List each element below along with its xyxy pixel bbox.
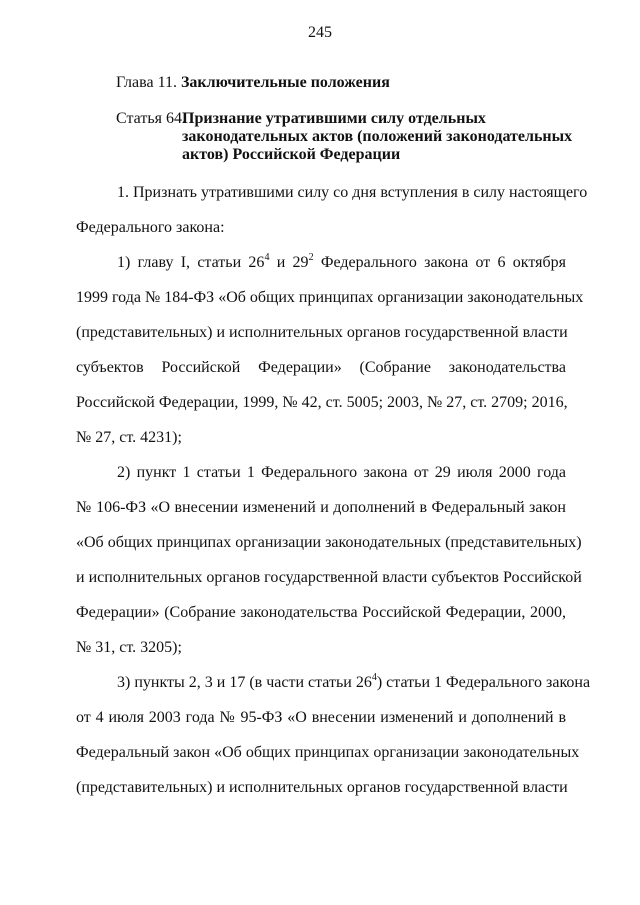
paragraph-line: Федеральный закон «Об общих принципах организации законодательных — [76, 744, 580, 761]
article-title — [182, 110, 582, 164]
superscript: 4 — [264, 252, 270, 263]
paragraph-line — [76, 665, 591, 700]
paragraph-line: Федерации» (Собрание законодательства Российской Федерации, 2000, — [76, 604, 566, 621]
article-prefix: Статья 64. — [116, 110, 186, 127]
text-run: 3) пункты 2, 3 и 17 (в части статьи 26 — [117, 674, 372, 691]
paragraph-line: 1999 года № 184-ФЗ «Об общих принципах организации законодательных — [76, 289, 584, 306]
superscript: 2 — [308, 252, 314, 263]
article-title-line: Признание утратившими силу отдельных — [182, 110, 486, 127]
text-run: 1) главу I, статьи 26 — [117, 254, 265, 271]
paragraph-line: и исполнительных органов государственной власти субъектов Российской — [76, 569, 582, 586]
paragraph — [76, 175, 588, 245]
article-title-line: актов) Российской Федерации — [182, 146, 401, 163]
superscript: 4 — [371, 672, 377, 683]
paragraph-line: Федерального закона: — [76, 219, 225, 236]
paragraph-line: № 31, ст. 3205); — [76, 639, 182, 656]
chapter-title: Заключительные положения — [180, 74, 390, 91]
paragraph — [76, 665, 591, 805]
chapter-prefix: Глава 11. — [116, 74, 177, 91]
text-run: Федерального закона от 6 октября — [313, 254, 567, 271]
paragraph — [76, 245, 584, 455]
paragraph — [76, 455, 582, 665]
paragraph-line: (представительных) и исполнительных органов государственной власти — [76, 324, 568, 341]
paragraph-line: «Об общих принципах организации законодательных (представительных) — [76, 534, 582, 551]
paragraph-line: Российской Федерации, 1999, № 42, ст. 5005; 2003, № 27, ст. 2709; 2016, — [76, 394, 568, 411]
page-number: 245 — [308, 24, 332, 41]
paragraph-line: 2) пункт 1 статьи 1 Федерального закона от 29 июля 2000 года — [117, 464, 566, 481]
text-run: и 29 — [269, 254, 309, 271]
paragraph-line: (представительных) и исполнительных органов государственной власти — [76, 779, 568, 796]
paragraph-line: от 4 июля 2003 года № 95-ФЗ «О внесении изменений и дополнений в — [76, 709, 566, 726]
document-body — [76, 175, 591, 805]
paragraph-line: № 27, ст. 4231); — [76, 429, 182, 446]
paragraph-line — [76, 245, 566, 280]
paragraph-line: 1. Признать утратившими силу со дня вступления в силу настоящего — [117, 184, 588, 201]
article-title-line: законодательных актов (положений законодательных — [182, 128, 573, 145]
paragraph-line: № 106-ФЗ «О внесении изменений и дополнений в Федеральный закон — [76, 499, 566, 516]
paragraph-line: субъектов Российской Федерации» (Собрание законодательства — [76, 359, 566, 376]
chapter-heading — [116, 74, 390, 92]
text-run: ) статьи 1 Федерального закона — [376, 674, 591, 691]
